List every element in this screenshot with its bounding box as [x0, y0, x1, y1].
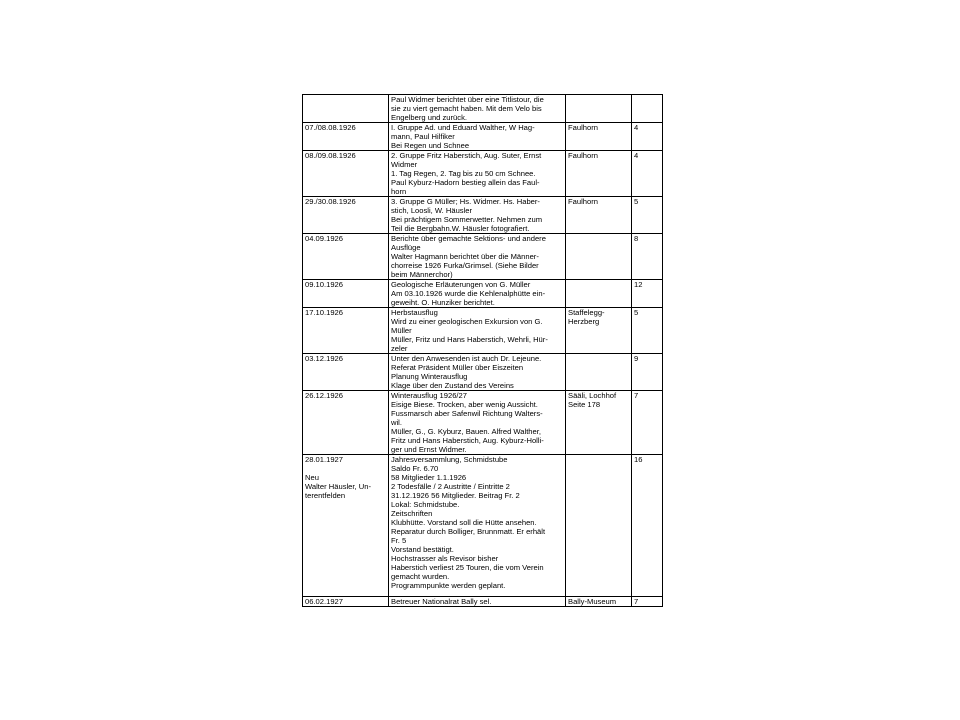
- entry-text-line: beim Männerchor): [391, 270, 453, 279]
- participant-count: [634, 95, 660, 104]
- place-cell: [566, 234, 632, 280]
- date-line: Neu: [305, 473, 319, 482]
- document-page: [302, 94, 663, 607]
- tour-log-table: [302, 94, 663, 607]
- log-row: [303, 455, 663, 597]
- participant-count: 12: [634, 280, 643, 289]
- entry-text-cell: [389, 151, 566, 197]
- entry-text-line: horn: [391, 187, 407, 196]
- date-line: 03.12.1926: [305, 354, 344, 363]
- date-line: [305, 464, 386, 473]
- participant-count: 8: [634, 234, 639, 243]
- participants-cell: [632, 391, 663, 455]
- entry-text-line: 31.12.1926 56 Mitglieder. Beitrag Fr. 2: [391, 491, 520, 500]
- entry-text-cell: [389, 455, 566, 597]
- entry-text-line: Teil die Bergbahn.W. Häusler fotografiert.: [391, 224, 530, 233]
- entry-text-line: 2 Todesfälle / 2 Austritte / Eintritte 2: [391, 482, 510, 491]
- entry-text-line: Fr. 5: [391, 536, 407, 545]
- date-cell: [303, 354, 389, 391]
- entry-text-line: chorreise 1926 Furka/Grimsel. (Siehe Bilder: [391, 261, 539, 270]
- date-cell: [303, 597, 389, 607]
- date-cell: [303, 151, 389, 197]
- entry-text-line: Müller: [391, 326, 412, 335]
- date-line: 06.02.1927: [305, 597, 344, 606]
- log-row: [303, 151, 663, 197]
- entry-text-cell: [389, 197, 566, 234]
- place-cell: [566, 455, 632, 597]
- date-cell: [303, 308, 389, 354]
- entry-text-line: zeler: [391, 344, 408, 353]
- entry-text-line: Paul Widmer berichtet über eine Titlistour, die: [391, 95, 544, 104]
- place-line: Faulhorn: [568, 197, 598, 206]
- entry-text-line: Saldo Fr. 6.70: [391, 464, 439, 473]
- entry-text-line: mann, Paul Hilfiker: [391, 132, 455, 141]
- entry-text-line: Berichte über gemachte Sektions- und andere: [391, 234, 546, 243]
- participants-cell: [632, 234, 663, 280]
- participant-count: 7: [634, 391, 639, 400]
- date-cell: [303, 234, 389, 280]
- date-cell: [303, 123, 389, 151]
- place-line: Faulhorn: [568, 151, 598, 160]
- date-line: terentfelden: [305, 491, 346, 500]
- entry-text-line: Ausflüge: [391, 243, 421, 252]
- date-cell: [303, 280, 389, 308]
- entry-text-line: wil.: [391, 418, 402, 427]
- place-cell: [566, 197, 632, 234]
- entry-text-line: Winterausflug 1926/27: [391, 391, 467, 400]
- date-cell: [303, 391, 389, 455]
- date-line: 28.01.1927: [305, 455, 344, 464]
- entry-text-line: Bei Regen und Schnee: [391, 141, 470, 150]
- entry-text-cell: [389, 597, 566, 607]
- entry-text-line: Herbstausflug: [391, 308, 438, 317]
- entry-text-line: gemacht wurden.: [391, 572, 450, 581]
- entry-text-line: Klubhütte. Vorstand soll die Hütte ansehen.: [391, 518, 537, 527]
- date-cell: [303, 455, 389, 597]
- participants-cell: [632, 308, 663, 354]
- place-cell: [566, 391, 632, 455]
- entry-text-line: Haberstich verliest 25 Touren, die vom Verein: [391, 563, 544, 572]
- log-row: [303, 197, 663, 234]
- entry-text-line: Programmpunkte werden geplant.: [391, 581, 506, 590]
- entry-text-line: Lokal: Schmidstube.: [391, 500, 460, 509]
- entry-text-line: Paul Kyburz-Hadorn bestieg allein das Faul-: [391, 178, 540, 187]
- participants-cell: [632, 123, 663, 151]
- participants-cell: [632, 597, 663, 607]
- date-line: 07./08.08.1926: [305, 123, 356, 132]
- date-line: 17.10.1926: [305, 308, 344, 317]
- entry-text-line: Reparatur durch Bolliger, Brunnmatt. Er erhält: [391, 527, 546, 536]
- entry-text-line: Zeitschriften: [391, 509, 433, 518]
- log-row: [303, 597, 663, 607]
- place-line: Herzberg: [568, 317, 600, 326]
- participant-count: 9: [634, 354, 639, 363]
- place-cell: [566, 123, 632, 151]
- entry-text-line: 58 Mitglieder 1.1.1926: [391, 473, 467, 482]
- date-line: Walter Häusler, Un-: [305, 482, 371, 491]
- entry-text-line: sie zu viert gemacht haben. Mit dem Velo bis: [391, 104, 542, 113]
- participant-count: 7: [634, 597, 639, 606]
- date-line: 29./30.08.1926: [305, 197, 356, 206]
- log-row: [303, 95, 663, 123]
- entry-text-line: Fussmarsch aber Safenwil Richtung Walters-: [391, 409, 543, 418]
- place-line: Bally-Museum: [568, 597, 617, 606]
- participant-count: 16: [634, 455, 643, 464]
- date-cell: [303, 197, 389, 234]
- entry-text-cell: [389, 391, 566, 455]
- entry-text-line: Engelberg und zurück.: [391, 113, 467, 122]
- participant-count: 5: [634, 308, 639, 317]
- entry-text-line: Jahresversammlung, Schmidstube: [391, 455, 508, 464]
- date-cell: [303, 95, 389, 123]
- participant-count: 5: [634, 197, 639, 206]
- participant-count: 4: [634, 123, 639, 132]
- participants-cell: [632, 95, 663, 123]
- row-spacer: [391, 590, 563, 596]
- entry-text-cell: [389, 123, 566, 151]
- entry-text-line: I. Gruppe Ad. und Eduard Walther, W Hag-: [391, 123, 535, 132]
- entry-text-line: Hochstrasser als Revisor bisher: [391, 554, 499, 563]
- participants-cell: [632, 197, 663, 234]
- log-row: [303, 123, 663, 151]
- place-cell: [566, 151, 632, 197]
- entry-text-line: Am 03.10.1926 wurde die Kehlenalphütte ein-: [391, 289, 546, 298]
- entry-text-line: ger und Ernst Widmer.: [391, 445, 467, 454]
- place-cell: [566, 597, 632, 607]
- entry-text-line: Müller, G., G. Kyburz, Bauen. Alfred Walther,: [391, 427, 541, 436]
- entry-text-line: Unter den Anwesenden ist auch Dr. Lejeune.: [391, 354, 542, 363]
- entry-text-line: 3. Gruppe G Müller; Hs. Widmer. Hs. Haber-: [391, 197, 540, 206]
- place-cell: [566, 95, 632, 123]
- participants-cell: [632, 455, 663, 597]
- participants-cell: [632, 280, 663, 308]
- place-line: Sääli, Lochhof: [568, 391, 617, 400]
- log-row: [303, 354, 663, 391]
- place-cell: [566, 280, 632, 308]
- participants-cell: [632, 354, 663, 391]
- entry-text-line: Widmer: [391, 160, 418, 169]
- entry-text-line: Wird zu einer geologischen Exkursion von G.: [391, 317, 543, 326]
- place-cell: [566, 354, 632, 391]
- entry-text-line: Walter Hagmann berichtet über die Männer-: [391, 252, 539, 261]
- entry-text-line: Betreuer Nationalrat Bally sel.: [391, 597, 492, 606]
- place-cell: [566, 308, 632, 354]
- entry-text-line: geweiht. O. Hunziker berichtet.: [391, 298, 495, 307]
- entry-text-line: Referat Präsident Müller über Eiszeiten: [391, 363, 524, 372]
- log-row: [303, 280, 663, 308]
- tour-log-body: [303, 95, 663, 607]
- entry-text-cell: [389, 354, 566, 391]
- participant-count: 4: [634, 151, 639, 160]
- place-line: Staffelegg-: [568, 308, 605, 317]
- entry-text-line: Klage über den Zustand des Vereins: [391, 381, 514, 390]
- place-line: Faulhorn: [568, 123, 598, 132]
- log-row: [303, 234, 663, 280]
- date-line: 26.12.1926: [305, 391, 344, 400]
- date-line: 08./09.08.1926: [305, 151, 356, 160]
- date-line: 09.10.1926: [305, 280, 344, 289]
- entry-text-line: Eisige Biese. Trocken, aber wenig Aussicht.: [391, 400, 538, 409]
- entry-text-line: Bei prächtigem Sommerwetter. Nehmen zum: [391, 215, 543, 224]
- entry-text-line: stich, Loosli, W. Häusler: [391, 206, 473, 215]
- entry-text-line: 1. Tag Regen, 2. Tag bis zu 50 cm Schnee.: [391, 169, 536, 178]
- participants-cell: [632, 151, 663, 197]
- entry-text-cell: [389, 280, 566, 308]
- place-line: Seite 178: [568, 400, 601, 409]
- entry-text-cell: [389, 95, 566, 123]
- entry-text-line: Fritz und Hans Haberstich, Aug. Kyburz-Holli-: [391, 436, 544, 445]
- entry-text-line: Planung Winterausflug: [391, 372, 468, 381]
- log-row: [303, 308, 663, 354]
- entry-text-cell: [389, 308, 566, 354]
- entry-text-line: 2. Gruppe Fritz Haberstich, Aug. Suter, Ernst: [391, 151, 542, 160]
- entry-text-line: Vorstand bestätigt.: [391, 545, 454, 554]
- entry-text-line: Müller, Fritz und Hans Haberstich, Wehrli, Hür-: [391, 335, 548, 344]
- date-line: 04.09.1926: [305, 234, 344, 243]
- entry-text-cell: [389, 234, 566, 280]
- entry-text-line: Geologische Erläuterungen von G. Müller: [391, 280, 531, 289]
- log-row: [303, 391, 663, 455]
